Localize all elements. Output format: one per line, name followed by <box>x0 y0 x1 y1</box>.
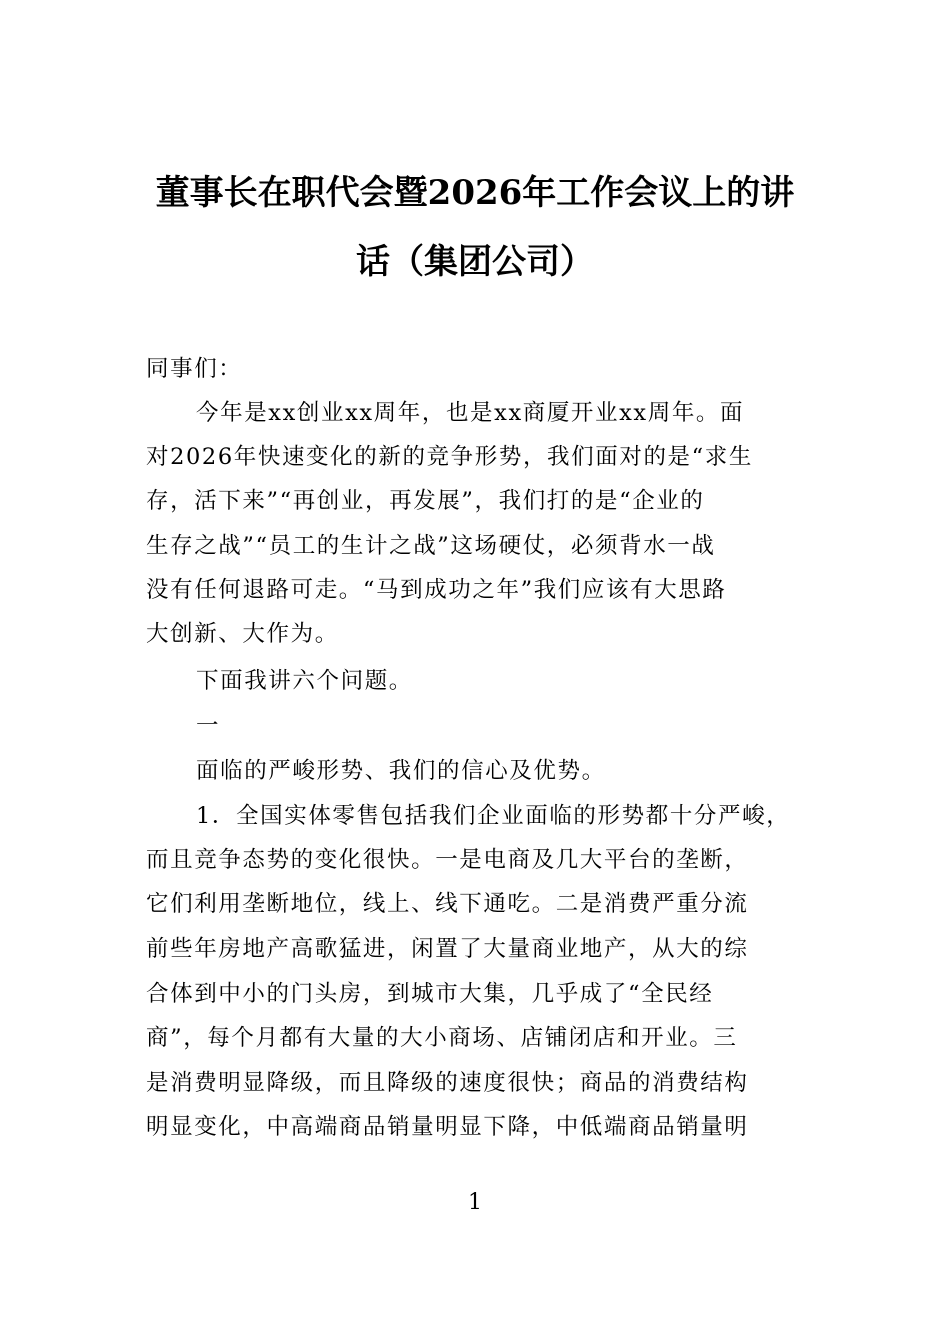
body-line: 对2026年快速变化的新的竞争形势，我们面对的是“求生 <box>146 444 753 470</box>
title-line-2: 话（集团公司） <box>356 242 594 282</box>
body-line: 合体到中小的门头房，到城市大集，几乎成了“全民经 <box>146 981 714 1007</box>
body-line: 而且竞争态势的变化很快。一是电商及几大平台的垄断， <box>146 847 749 873</box>
body-line: 1．全国实体零售包括我们企业面临的形势都十分严峻， <box>196 803 791 829</box>
body-line: 今年是xx创业xx周年，也是xx商厦开业xx周年。面 <box>196 400 745 426</box>
body-line: 它们利用垄断地位，线上、线下通吃。二是消费严重分流 <box>146 891 749 917</box>
body-line: 生存之战”“员工的生计之战”这场硬仗，必须背水一战 <box>146 533 716 559</box>
body-line: 前些年房地产高歌猛进，闲置了大量商业地产，从大的综 <box>146 936 749 962</box>
section-number: 一 <box>196 713 221 739</box>
body-line: 明显变化，中高端商品销量明显下降，中低端商品销量明 <box>146 1114 749 1140</box>
body-line: 没有任何退路可走。“马到成功之年”我们应该有大思路 <box>146 577 727 603</box>
title-line-1: 董事长在职代会暨2026年工作会议上的讲 <box>155 173 795 213</box>
body-line: 下面我讲六个问题。 <box>196 668 413 694</box>
body-line: 存，活下来”“再创业，再发展”，我们打的是“企业的 <box>146 488 705 514</box>
section-heading: 面临的严峻形势、我们的信心及优势。 <box>196 758 606 784</box>
body-line: 商”，每个月都有大量的大小商场、店铺闭店和开业。三 <box>146 1025 738 1051</box>
body-line: 是消费明显降级，而且降级的速度很快；商品的消费结构 <box>146 1070 749 1096</box>
salutation: 同事们： <box>146 356 243 382</box>
page-number: 1 <box>468 1190 482 1215</box>
body-line: 大创新、大作为。 <box>146 621 339 647</box>
